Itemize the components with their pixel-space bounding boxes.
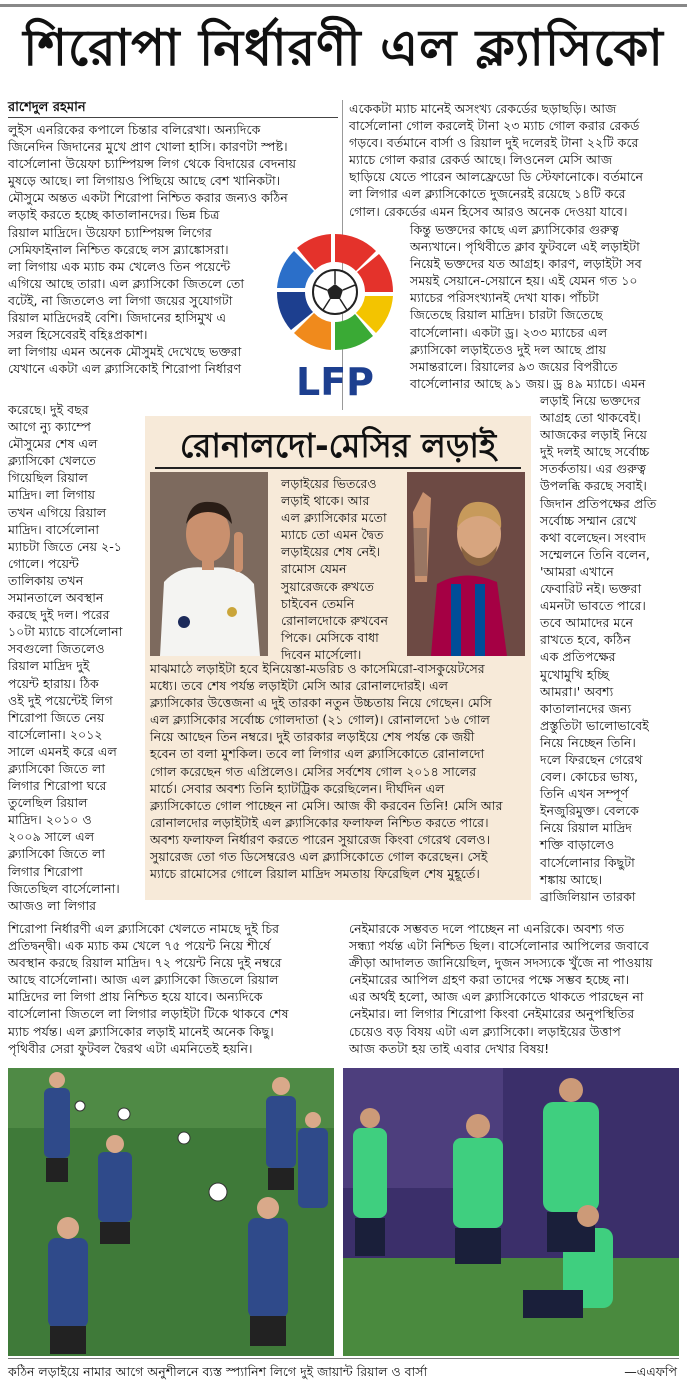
lfp-logo-text: LFP [295,360,375,404]
ronaldo-photo [150,472,268,656]
lfp-logo [270,230,400,420]
byline-rule [8,117,338,118]
col1-bottom-text: শিরোপা নির্ধারণী এল ক্ল্যাসিকো খেলতে নামছে দুই চির প্রতিদ্বন্দ্বী। এক ম্যাচ কম খেলে ৭৫ পয়েন্ট নিয়ে শীর্ষে অবস্থান করছে রিয়াল মাদ্রিদ। ৭২ পয়েন্ট নিয়ে দুই নম্বরে আছে বার্সেলোনা। আজ এল ক্ল্যাসিকো জিতলে রিয়াল মাদ্রিদের লা লিগা প্রায় নিশ্চিত হয়ে যাবে। অন্যদিকে বার্সেলোনা জিতলে লা লিগার লড়াইটা টিকে থাকবে শেষ ম্যাচ পর্যন্ত। এল ক্ল্যাসিকোর লড়াই মানেই অনেক কিছু। পৃথিবীর সেরা ফুটবল দ্বৈরথ এটা এমনিতেই হয়নি। [8,921,289,1056]
col1-narrow-text: করেছে। দুই বছর আগে ন্যু ক্যাম্পে মৌসুমের শেষ এল ক্ল্যাসিকো খেলতে গিয়েছিল রিয়াল মাদ্রিদ। লা লিগায় তখন এগিয়ে রিয়াল মাদ্রিদ। বার্সেলোনা ম্যাচটা জিতে নেয় ২-১ গোলে। পয়েন্ট তালিকায় তখন সমানতালে অবস্থান করছে দুই দল। পরের ১০টা ম্যাচে বার্সেলোনা সবগুলো জিতলেও রিয়াল মাদ্রিদ দুই পয়েন্ট হারায়। ঠিক ওই দুই পয়েন্টেই লিগ শিরোপা জিতে নেয় বার্সেলোনা। ২০১২ সালে এমনই করে এল ক্ল্যাসিকো জিতে লা লিগার শিরোপা ঘরে তুলেছিল রিয়াল মাদ্রিদ। ২০১০ ও ২০০৯ সালে এল ক্ল্যাসিকো জিতে লা লিগার শিরোপা জিতেছিল বার্সেলোনা। আজও লা লিগার [8,402,123,913]
messi-photo [407,472,525,656]
sidebar-title-rule [155,467,521,469]
photo-credit: —এএফপি [624,1364,677,1379]
barcelona-training-photo [343,1068,679,1356]
sidebar-mid-text: লড়াইয়ের ভিতরেও লড়াই থাকে। আর এল ক্ল্যাসিকোর মতো ম্যাচে তো এমন দ্বৈত লড়াইয়ের শেষ নেই। রামোস যেমন সুয়ারেজকে রুখতে চাইবেন তেমনি রোনালদোকে রুখবেন পিকে। মেসিকে বাধা দিবেন মার্সেলো। [281,476,388,662]
col2-top-text: একেকটা ম্যাচ মানেই অসংখ্য রেকর্ডের ছড়াছড়ি। আজ বার্সেলোনা গোল করলেই টানা ২৩ ম্যাচ গোল করার রেকর্ড গড়বে। বর্তমানে বার্সা ও রিয়াল দুই দলেরই টানা ২২টি করে ম্যাচে গোল করার রেকর্ড আছে। লিওনেল মেসি আজ ছাড়িয়ে যেতে পারেন আলফ্রেডো ডি স্টেফানোকে। বর্তমানে লা লিগার এল ক্ল্যাসিকোতে দুজনেরই রয়েছে ১৪টি করে গোল। রেকর্ডের এমন হিসেব আরও অনেক দেওয়া যাবে। [349,101,643,219]
caption-rule [8,1358,679,1359]
sidebar-title: রোনালদো-মেসির লড়াই [179,426,497,465]
headline: শিরোপা নির্ধারণী এল ক্ল্যাসিকো [23,19,664,77]
photo-caption: কঠিন লড়াইয়ে নামার আগে অনুশীলনে ব্যস্ত স্প্যানিশ লিগে দুই জায়ান্ট রিয়াল ও বার্সা [8,1364,428,1379]
col2-narrow-text: লড়াই নিয়ে ভক্তদের আগ্রহ তো থাকবেই। আজকের লড়াই নিয়ে দুই দলই আছে সর্বোচ্চ সতর্কতায়। এর গুরুত্ব উপলব্ধি করছে সবাই। জিদান প্রতিপক্ষের প্রতি সর্বোচ্চ সম্মান রেখে কথা বলেছেন। সংবাদ সম্মেলনে তিনি বলেন, 'আমরা এখানে ফেবারিট নই। ভক্তরা এমনটা ভাবতে পারে। তবে আমাদের মনে রাখতে হবে, কঠিন এক প্রতিপক্ষের মুখোমুখি হচ্ছি আমরা।' অবশ্য কাতালানদের জন্য প্রস্তুতিটা ভালোভাবেই নিয়ে নিচ্ছেন তিনি। দলে ফিরছেন গেরেথ বেল। কোচের ভাষ্য, তিনি এখন সম্পূর্ণ ইনজুরিমুক্ত। বেলকে নিয়ে রিয়াল মাদ্রিদ শক্তি বাড়ালেও বার্সেলোনার কিছুটা শঙ্কায় আছে। ব্রাজিলিয়ান তারকা [540,393,657,904]
col2-mid-text: কিন্তু ভক্তদের কাছে এল ক্ল্যাসিকোর গুরুত্ব অন্যখানে। পৃথিবীতে ক্লাব ফুটবলে এই লড়াইটা নিয়েই ভক্তদের যত আগ্রহ। কারণ, লড়াইটা সব সময়ই সেয়ানে-সেয়ানে হয়। এই যেমন গত ১০ ম্যাচের পরিসংখ্যানই দেখা যাক। পাঁচটা জিতেছে রিয়াল মাদ্রিদ। চারটা জিতেছে বার্সেলোনা। একটা ড্র। ২৩৩ ম্যাচের এল ক্ল্যাসিকো লড়াইতেও দুই দল আছে প্রায় সমান্তরালে। রিয়ালের ৯৩ জয়ের বিপরীতে বার্সেলোনার আছে ৯১ জয়। ড্র ৪৯ ম্যাচে। এমন [410,222,646,391]
col2-bottom-text: নেইমারকে সম্ভবত দলে পাচ্ছেন না এনরিকে। অবশ্য গত সন্ধ্যা পর্যন্ত এটা নিশ্চিত ছিল। বার্সেলোনার আপিলের জবাবে ক্রীড়া আদালত জানিয়েছিল, দুজন সদস্যকে খুঁজে না পাওয়ায় নেইমারের আপিল গ্রহণ করা তাদের পক্ষে সম্ভব হচ্ছে না। এর অর্থই হলো, আজ এল ক্ল্যাসিকোতে থাকতে পারছেন না নেইমার। লা লিগার শিরোপা কিংবা নেইমারের অনুপস্থিতির চেয়েও বড় বিষয় এটা এল ক্ল্যাসিকো। লড়াইয়ের উত্তাপ আজ কতটা হয় তাই এবার দেখার বিষয়! [349,921,653,1056]
real-madrid-training-photo [8,1068,334,1356]
byline: রাশেদুল রহমান [8,100,86,115]
sidebar-bottom-text: মাঝমাঠে লড়াইটা হবে ইনিয়েস্তা-মডরিচ ও কাসেমিরো-বাসকুয়েটসের মধ্যে। তবে শেষ পর্যন্ত লড়াইটা মেসি আর রোনালদোরই। এল ক্ল্যাসিকোর উত্তেজনা এ দুই তারকা নতুন উচ্চতায় নিয়ে গেছেন। মেসি এল ক্ল্যাসিকোর সর্বোচ্চ গোলদাতা (২১ গোল)। রোনালদো ১৬ গোল নিয়ে আছেন তিন নম্বরে। দুই তারকার লড়াইয়ে শেষ পর্যন্ত কে জয়ী হবেন তা বলা মুশকিল। তবে লা লিগার এল ক্ল্যাসিকোতে রোনালদো গোল করেছেন গত এপ্রিলেও। মেসির সর্বশেষ গোল ২০১৪ সালের মার্চে। সেবার অবশ্য তিনি হ্যাটট্রিক করেছিলেন। দীর্ঘদিন এল ক্ল্যাসিকোতে গোল পাচ্ছেন না মেসি। আজ কী করবেন তিনি! মেসি আর রোনালদোর লড়াইটাই এল ক্ল্যাসিকোর ফলাফল নিশ্চিত করতে পারে। অবশ্য ফলাফল নির্ধারণ করতে পারেন সুয়ারেজ কিংবা গেরেথ বেলও। সুয়ারেজ তো গত ডিসেম্বরেও এল ক্ল্যাসিকোতে গোল করেছেন। সেই ম্যাচে রামোসের গোলে রিয়াল মাদ্রিদ সমতায় ফিরেছিল শেষ মুহূর্তে। [150,661,503,882]
top-rule [0,4,687,7]
col1-top-text: লুইস এনরিকের কপালে চিন্তার বলিরেখা। অন্যদিকে জিনেদিন জিদানের মুখে প্রাণ খোলা হাসি। কারণটা স্পষ্ট। বার্সেলোনা উয়েফা চ্যাম্পিয়ন্স লিগ থেকে বিদায়ের বেদনায় মুষড়ে আছে। লা লিগায়ও পিছিয়ে আছে বেশ খানিকটা। মৌসুমে অন্তত একটা শিরোপা নিশ্চিত করার জন্যও কঠিন লড়াই করতে হচ্ছে কাতালানদের। ভিন্ন চিত্র রিয়াল মাদ্রিদে। উয়েফা চ্যাম্পিয়ন্স লিগের সেমিফাইনাল নিশ্চিত করেছে লস ব্ল্যাঙ্কোসরা। লা লিগায় এক ম্যাচ কম খেলেও তিন পয়েন্টে এগিয়ে আছে তারা। এল ক্ল্যাসিকো জিতলে তো বটেই, না জিতলেও লা লিগা জয়ের সুযোগটা রিয়াল মাদ্রিদেরই বেশি। জিদানের হাসিমুখ এ সরল হিসেবেরই বহিঃপ্রকাশ। লা লিগায় এমন অনেক মৌসুমই দেখেছে ভক্তরা যেখানে একটা এল ক্ল্যাসিকোই শিরোপা নির্ধারণ [8,122,297,377]
